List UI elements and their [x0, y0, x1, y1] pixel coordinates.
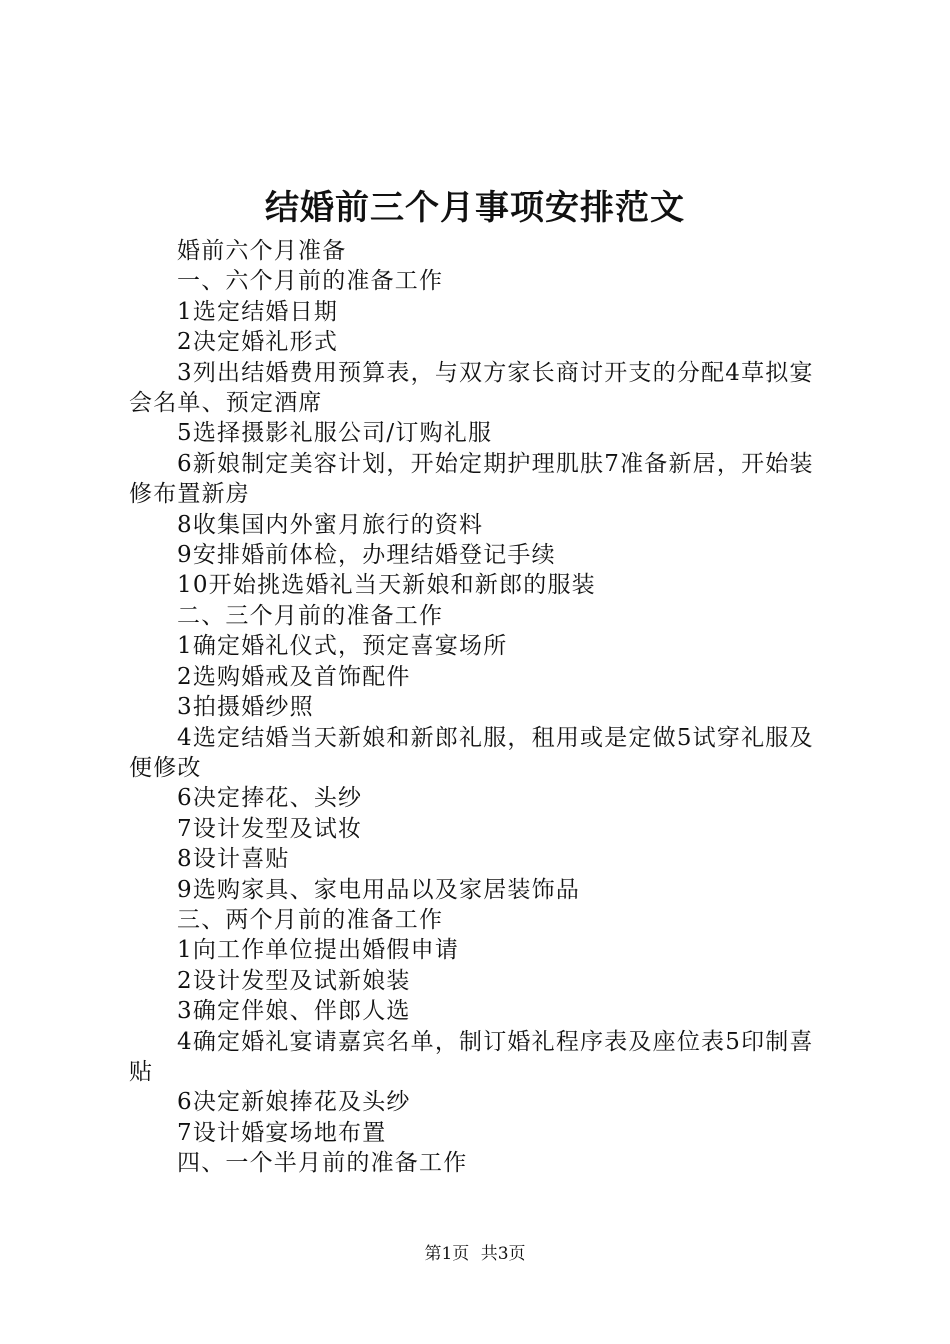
- list-item: 6新娘制定美容计划，开始定期护理肌肤7准备新居，开始装修布置新房: [129, 450, 814, 508]
- list-item: 9安排婚前体检，办理结婚登记手续: [177, 542, 556, 569]
- list-item: 1向工作单位提出婚假申请: [177, 937, 460, 964]
- list-item: 10开始挑选婚礼当天新娘和新郎的服装: [177, 572, 596, 599]
- list-item: 5选择摄影礼服公司/订购礼服: [177, 420, 493, 447]
- document-title: 结婚前三个月事项安排范文: [265, 188, 685, 228]
- list-item: 1选定结婚日期: [177, 298, 339, 325]
- list-item: 1确定婚礼仪式，预定喜宴场所: [177, 633, 508, 660]
- section-heading-2: 二、三个月前的准备工作: [177, 602, 444, 629]
- page-total: 共3页: [480, 1244, 526, 1264]
- list-item: 2设计发型及试新娘装: [177, 967, 411, 994]
- list-item: 3列出结婚费用预算表，与双方家长商讨开支的分配4草拟宴会名单、预定酒席: [129, 359, 814, 417]
- list-item: 2选购婚戒及首饰配件: [177, 663, 411, 690]
- section-heading-3: 三、两个月前的准备工作: [177, 906, 444, 933]
- list-item: 8设计喜贴: [177, 846, 290, 873]
- list-item: 4选定结婚当天新娘和新郎礼服，租用或是定做5试穿礼服及便修改: [129, 724, 814, 781]
- section-intro: 婚前六个月准备: [177, 238, 347, 264]
- list-item: 3拍摄婚纱照: [177, 694, 314, 721]
- section-heading-4: 四、一个半月前的准备工作: [177, 1150, 468, 1177]
- list-item: 7设计婚宴场地布置: [177, 1119, 387, 1146]
- list-item: 3确定伴娘、伴郎人选: [177, 998, 411, 1025]
- list-item: 2决定婚礼形式: [177, 329, 339, 356]
- list-item: 8收集国内外蜜月旅行的资料: [177, 511, 484, 538]
- list-item: 6决定捧花、头纱: [177, 785, 363, 812]
- page-footer: [0, 1242, 950, 1266]
- section-heading-1: 一、六个月前的准备工作: [177, 268, 444, 295]
- page-number: 第1页: [424, 1244, 470, 1264]
- document-body: [129, 236, 829, 1179]
- list-item: 9选购家具、家电用品以及家居装饰品: [177, 876, 581, 903]
- list-item: 7设计发型及试妆: [177, 815, 363, 842]
- list-item: 4确定婚礼宴请嘉宾名单，制订婚礼程序表及座位表5印制喜贴: [129, 1028, 814, 1085]
- list-item: 6决定新娘捧花及头纱: [177, 1089, 411, 1116]
